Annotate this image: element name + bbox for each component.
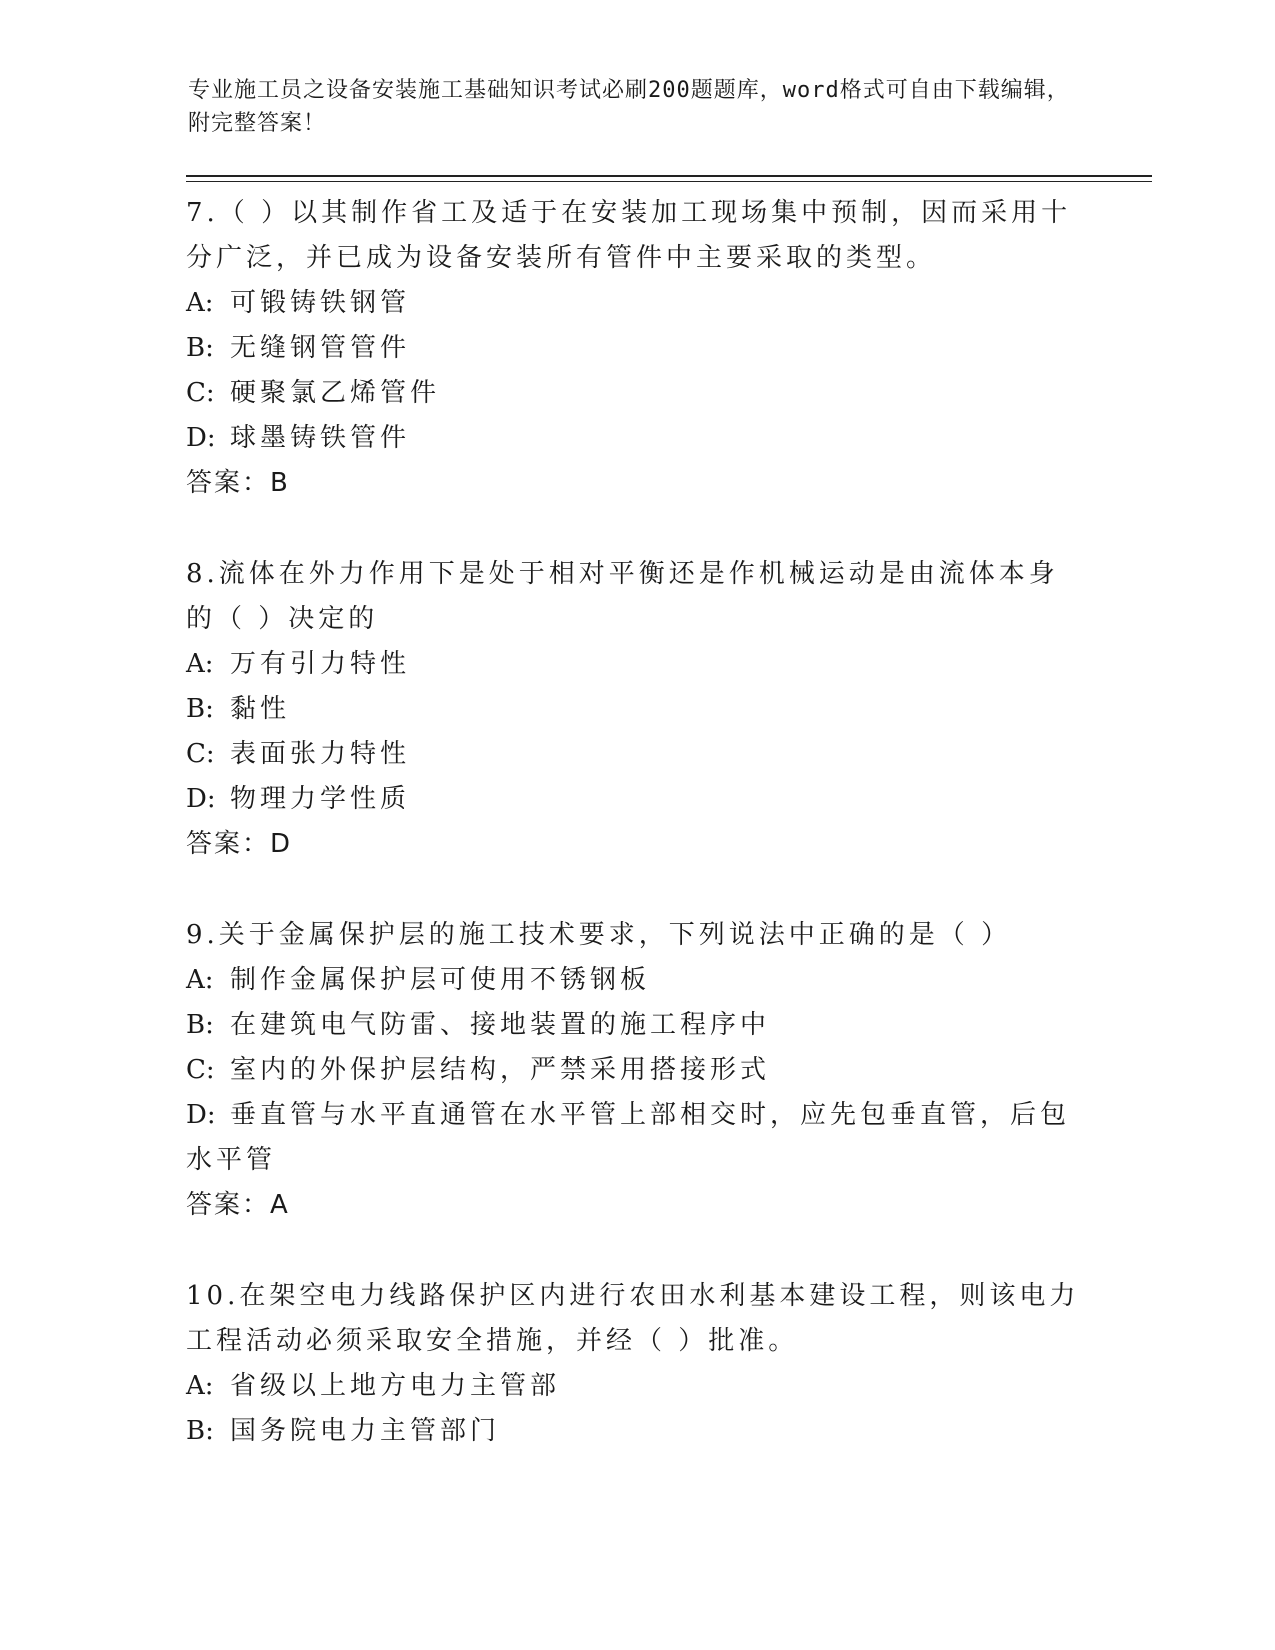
option-letter: B: xyxy=(186,1416,214,1446)
option-a xyxy=(186,642,1086,687)
answer-label: 答案：A xyxy=(186,1190,290,1220)
option-b xyxy=(186,1003,1086,1048)
option-letter: D: xyxy=(186,423,216,453)
page-header: 专业施工员之设备安装施工基础知识考试必刷200题题库，word格式可自由下载编辑，附完整答案！ xyxy=(188,78,1070,136)
option-text: 无缝钢管管件 xyxy=(230,333,411,363)
question-stem: 8.流体在外力作用下是处于相对平衡还是作机械运动是由流体本身的（ ）决定的 xyxy=(186,559,1059,634)
option-letter: A: xyxy=(186,1371,214,1401)
question-list xyxy=(186,191,1086,1454)
option-text: 省级以上地方电力主管部 xyxy=(230,1371,561,1401)
option-text: 球墨铸铁管件 xyxy=(230,423,411,453)
option-letter: A: xyxy=(186,649,214,679)
option-a xyxy=(186,958,1086,1003)
option-letter: D: xyxy=(186,1100,216,1130)
option-letter: B: xyxy=(186,694,214,724)
option-text: 可锻铸铁钢管 xyxy=(230,288,411,318)
option-letter: A: xyxy=(186,288,214,318)
option-text: 表面张力特性 xyxy=(230,739,411,769)
question-8 xyxy=(186,552,1086,867)
option-letter: C: xyxy=(186,378,215,408)
option-d xyxy=(186,1093,1086,1183)
header-divider xyxy=(186,175,1152,177)
option-a xyxy=(186,281,1086,326)
answer-label: 答案：B xyxy=(186,468,290,498)
option-c xyxy=(186,1048,1086,1093)
header-divider-thin xyxy=(186,181,1152,182)
option-letter: A: xyxy=(186,965,214,995)
option-c xyxy=(186,371,1086,416)
option-text: 国务院电力主管部门 xyxy=(230,1416,501,1446)
answer-label: 答案：D xyxy=(186,829,293,859)
option-text: 制作金属保护层可使用不锈钢板 xyxy=(230,965,651,995)
option-letter: B: xyxy=(186,333,214,363)
option-d xyxy=(186,777,1086,822)
option-letter: C: xyxy=(186,1055,215,1085)
question-10 xyxy=(186,1274,1086,1454)
option-text: 物理力学性质 xyxy=(230,784,411,814)
option-text: 硬聚氯乙烯管件 xyxy=(230,378,441,408)
question-stem: 9.关于金属保护层的施工技术要求，下列说法中正确的是（ ） xyxy=(186,920,1012,950)
question-7 xyxy=(186,191,1086,506)
option-text: 万有引力特性 xyxy=(230,649,411,679)
option-letter: C: xyxy=(186,739,215,769)
option-letter: B: xyxy=(186,1010,214,1040)
option-b xyxy=(186,1409,1086,1454)
question-stem: 7.（ ）以其制作省工及适于在安装加工现场集中预制，因而采用十分广泛，并已成为设备安装所有管件中主要采取的类型。 xyxy=(186,198,1072,273)
question-stem: 10.在架空电力线路保护区内进行农田水利基本建设工程，则该电力工程活动必须采取安全措施，并经（ ）批准。 xyxy=(186,1281,1080,1356)
option-text: 垂直管与水平直通管在水平管上部相交时，应先包垂直管，后包水平管 xyxy=(186,1100,1071,1175)
option-b xyxy=(186,687,1086,732)
question-9 xyxy=(186,913,1086,1228)
option-b xyxy=(186,326,1086,371)
option-c xyxy=(186,732,1086,777)
option-text: 在建筑电气防雷、接地装置的施工程序中 xyxy=(230,1010,771,1040)
option-letter: D: xyxy=(186,784,216,814)
option-d xyxy=(186,416,1086,461)
option-a xyxy=(186,1364,1086,1409)
option-text: 黏性 xyxy=(230,694,291,724)
option-text: 室内的外保护层结构，严禁采用搭接形式 xyxy=(230,1055,771,1085)
